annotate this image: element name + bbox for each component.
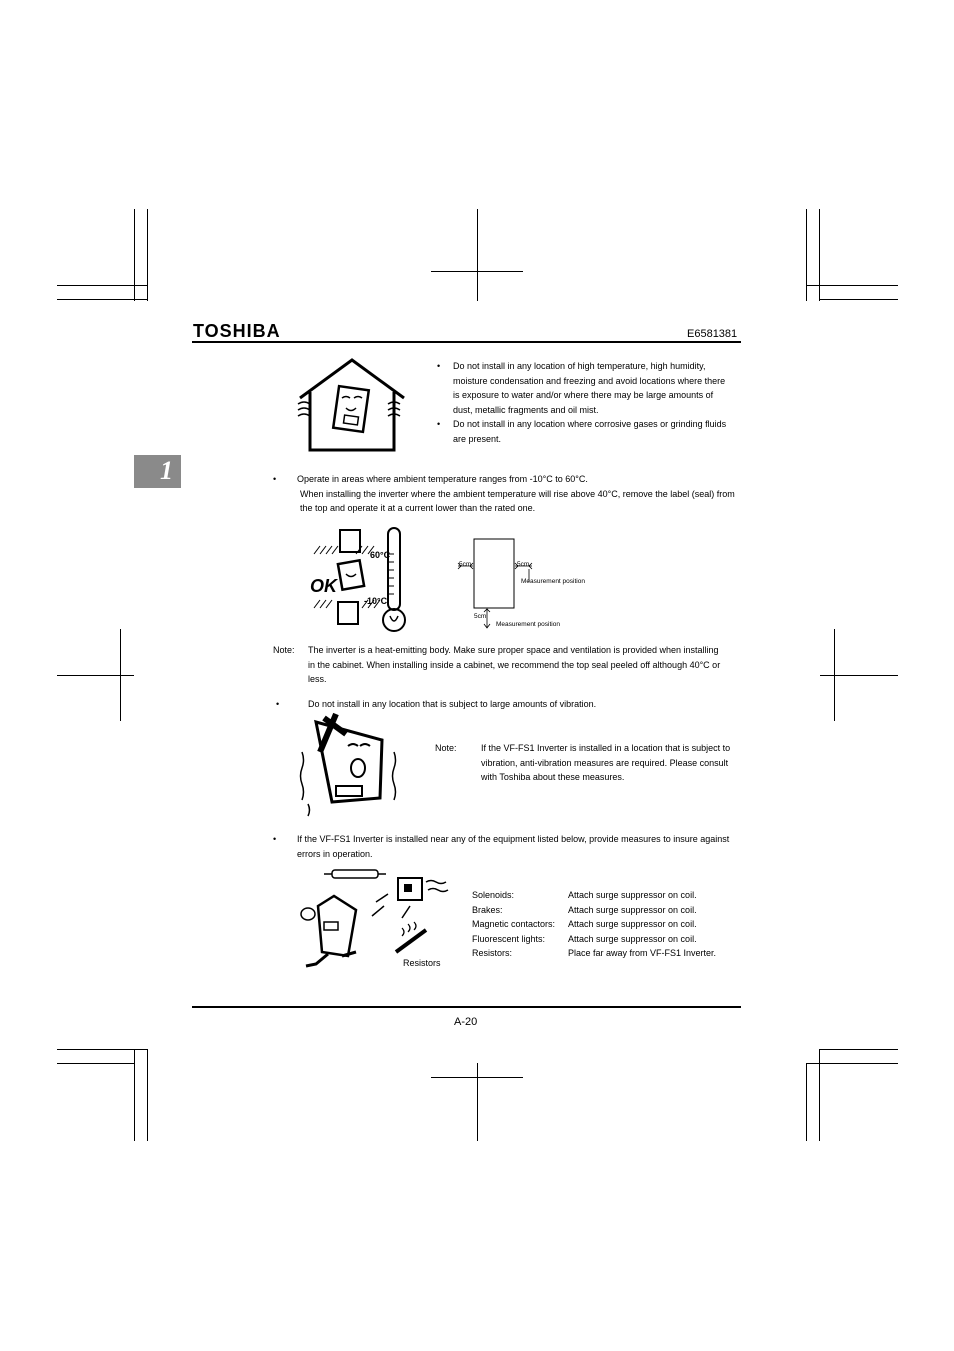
- resistors-caption: Resistors: [403, 958, 441, 968]
- chapter-tab[interactable]: [134, 455, 181, 488]
- right-gap-label: 5cm: [517, 561, 530, 568]
- vibration-bullet-dot: •: [276, 699, 280, 709]
- left-gap-label: 5cm: [459, 561, 472, 568]
- header-rule: [192, 341, 741, 343]
- temperature-derating-text: When installing the inverter where the ambient temperature will rise above 40°C, remove the label (seal) from the top and operate it at a current lower than the rated one.: [300, 488, 735, 513]
- house-humidity-illustration: [296, 358, 408, 454]
- equipment-name: Solenoids:: [472, 890, 515, 900]
- chapter-number: 1: [160, 456, 173, 485]
- thermo-high-label: 60°C: [370, 550, 391, 560]
- equipment-bullet-dot: •: [273, 834, 277, 844]
- equipment-name: Fluorescent lights:: [472, 933, 546, 944]
- equipment-measure: Attach surge suppressor on coil.: [568, 919, 697, 929]
- note2-text: If the VF-FS1 Inverter is installed in a location that is subject to vibration, anti-vibration measures are required. Please consult with Toshiba about these measures.: [481, 743, 731, 782]
- note1-label: Note:: [273, 645, 295, 655]
- measurement-side-label: Measurement position: [521, 578, 585, 585]
- vibration-bullet: Do not install in any location that is subject to large amounts of vibration.: [308, 699, 597, 709]
- equipment-name: Brakes:: [472, 904, 503, 915]
- footer-rule: [192, 1006, 741, 1008]
- bottom-gap-label: 5cm: [474, 613, 487, 620]
- equipment-measure: Attach surge suppressor on coil.: [568, 890, 697, 900]
- temperature-bullet: • Operate in areas where ambient temperature ranges from -10°C to 60°C. When installing the inverter where the ambient temperature will rise above 40°C, remove the label (seal) from the top and operate it at a current lower than the rated one.: [297, 472, 737, 516]
- equipment-table: [472, 888, 716, 961]
- page-number: A-20: [454, 1016, 478, 1028]
- temperature-range-text: Operate in areas where ambient temperature ranges from -10°C to 60°C.: [297, 474, 588, 484]
- brand-logo: TOSHIBA: [193, 321, 281, 341]
- equipment-measure: Attach surge suppressor on coil.: [568, 904, 697, 915]
- list-item: • Do not install in any location of high temperature, high humidity, moisture condensation and freezing and avoid locations where there is exposure to water and/or where there may be large amounts of dust, metallic fragments and oil mist.: [437, 361, 726, 415]
- table-row: [472, 888, 716, 903]
- thermometer-illustration: [308, 524, 416, 636]
- thermo-low-label: -10°C: [364, 596, 388, 606]
- vibration-illustration: [296, 712, 410, 820]
- table-row: [472, 917, 716, 932]
- table-row: [472, 946, 716, 961]
- equipment-name: Magnetic contactors:: [472, 919, 556, 929]
- document-number: E6581381: [687, 328, 738, 340]
- equipment-bullet: If the VF-FS1 Inverter is installed near any of the equipment listed below, provide measures to insure against errors in operation.: [297, 834, 730, 859]
- equipment-measure: Attach surge suppressor on coil.: [568, 933, 697, 944]
- equipment-measure: Place far away from VF-FS1 Inverter.: [568, 948, 717, 958]
- table-row: [472, 903, 716, 918]
- ok-label: OK: [310, 576, 337, 596]
- list-item: • Do not install in any location where corrosive gases or grinding fluids are present.: [437, 419, 727, 444]
- table-row: [472, 932, 716, 947]
- equipment-name: Resistors:: [472, 948, 513, 958]
- measurement-bottom-label: Measurement position: [496, 621, 560, 628]
- section1-bullets: [437, 359, 733, 446]
- clearance-diagram: [456, 536, 596, 632]
- note1-text: The inverter is a heat-emitting body. Make sure proper space and ventilation is provided when installing in the cabinet. When installing inside a cabinet, we recommend the top seal peeled off although 40°C or less.: [308, 645, 721, 684]
- note2-label: Note:: [435, 743, 457, 753]
